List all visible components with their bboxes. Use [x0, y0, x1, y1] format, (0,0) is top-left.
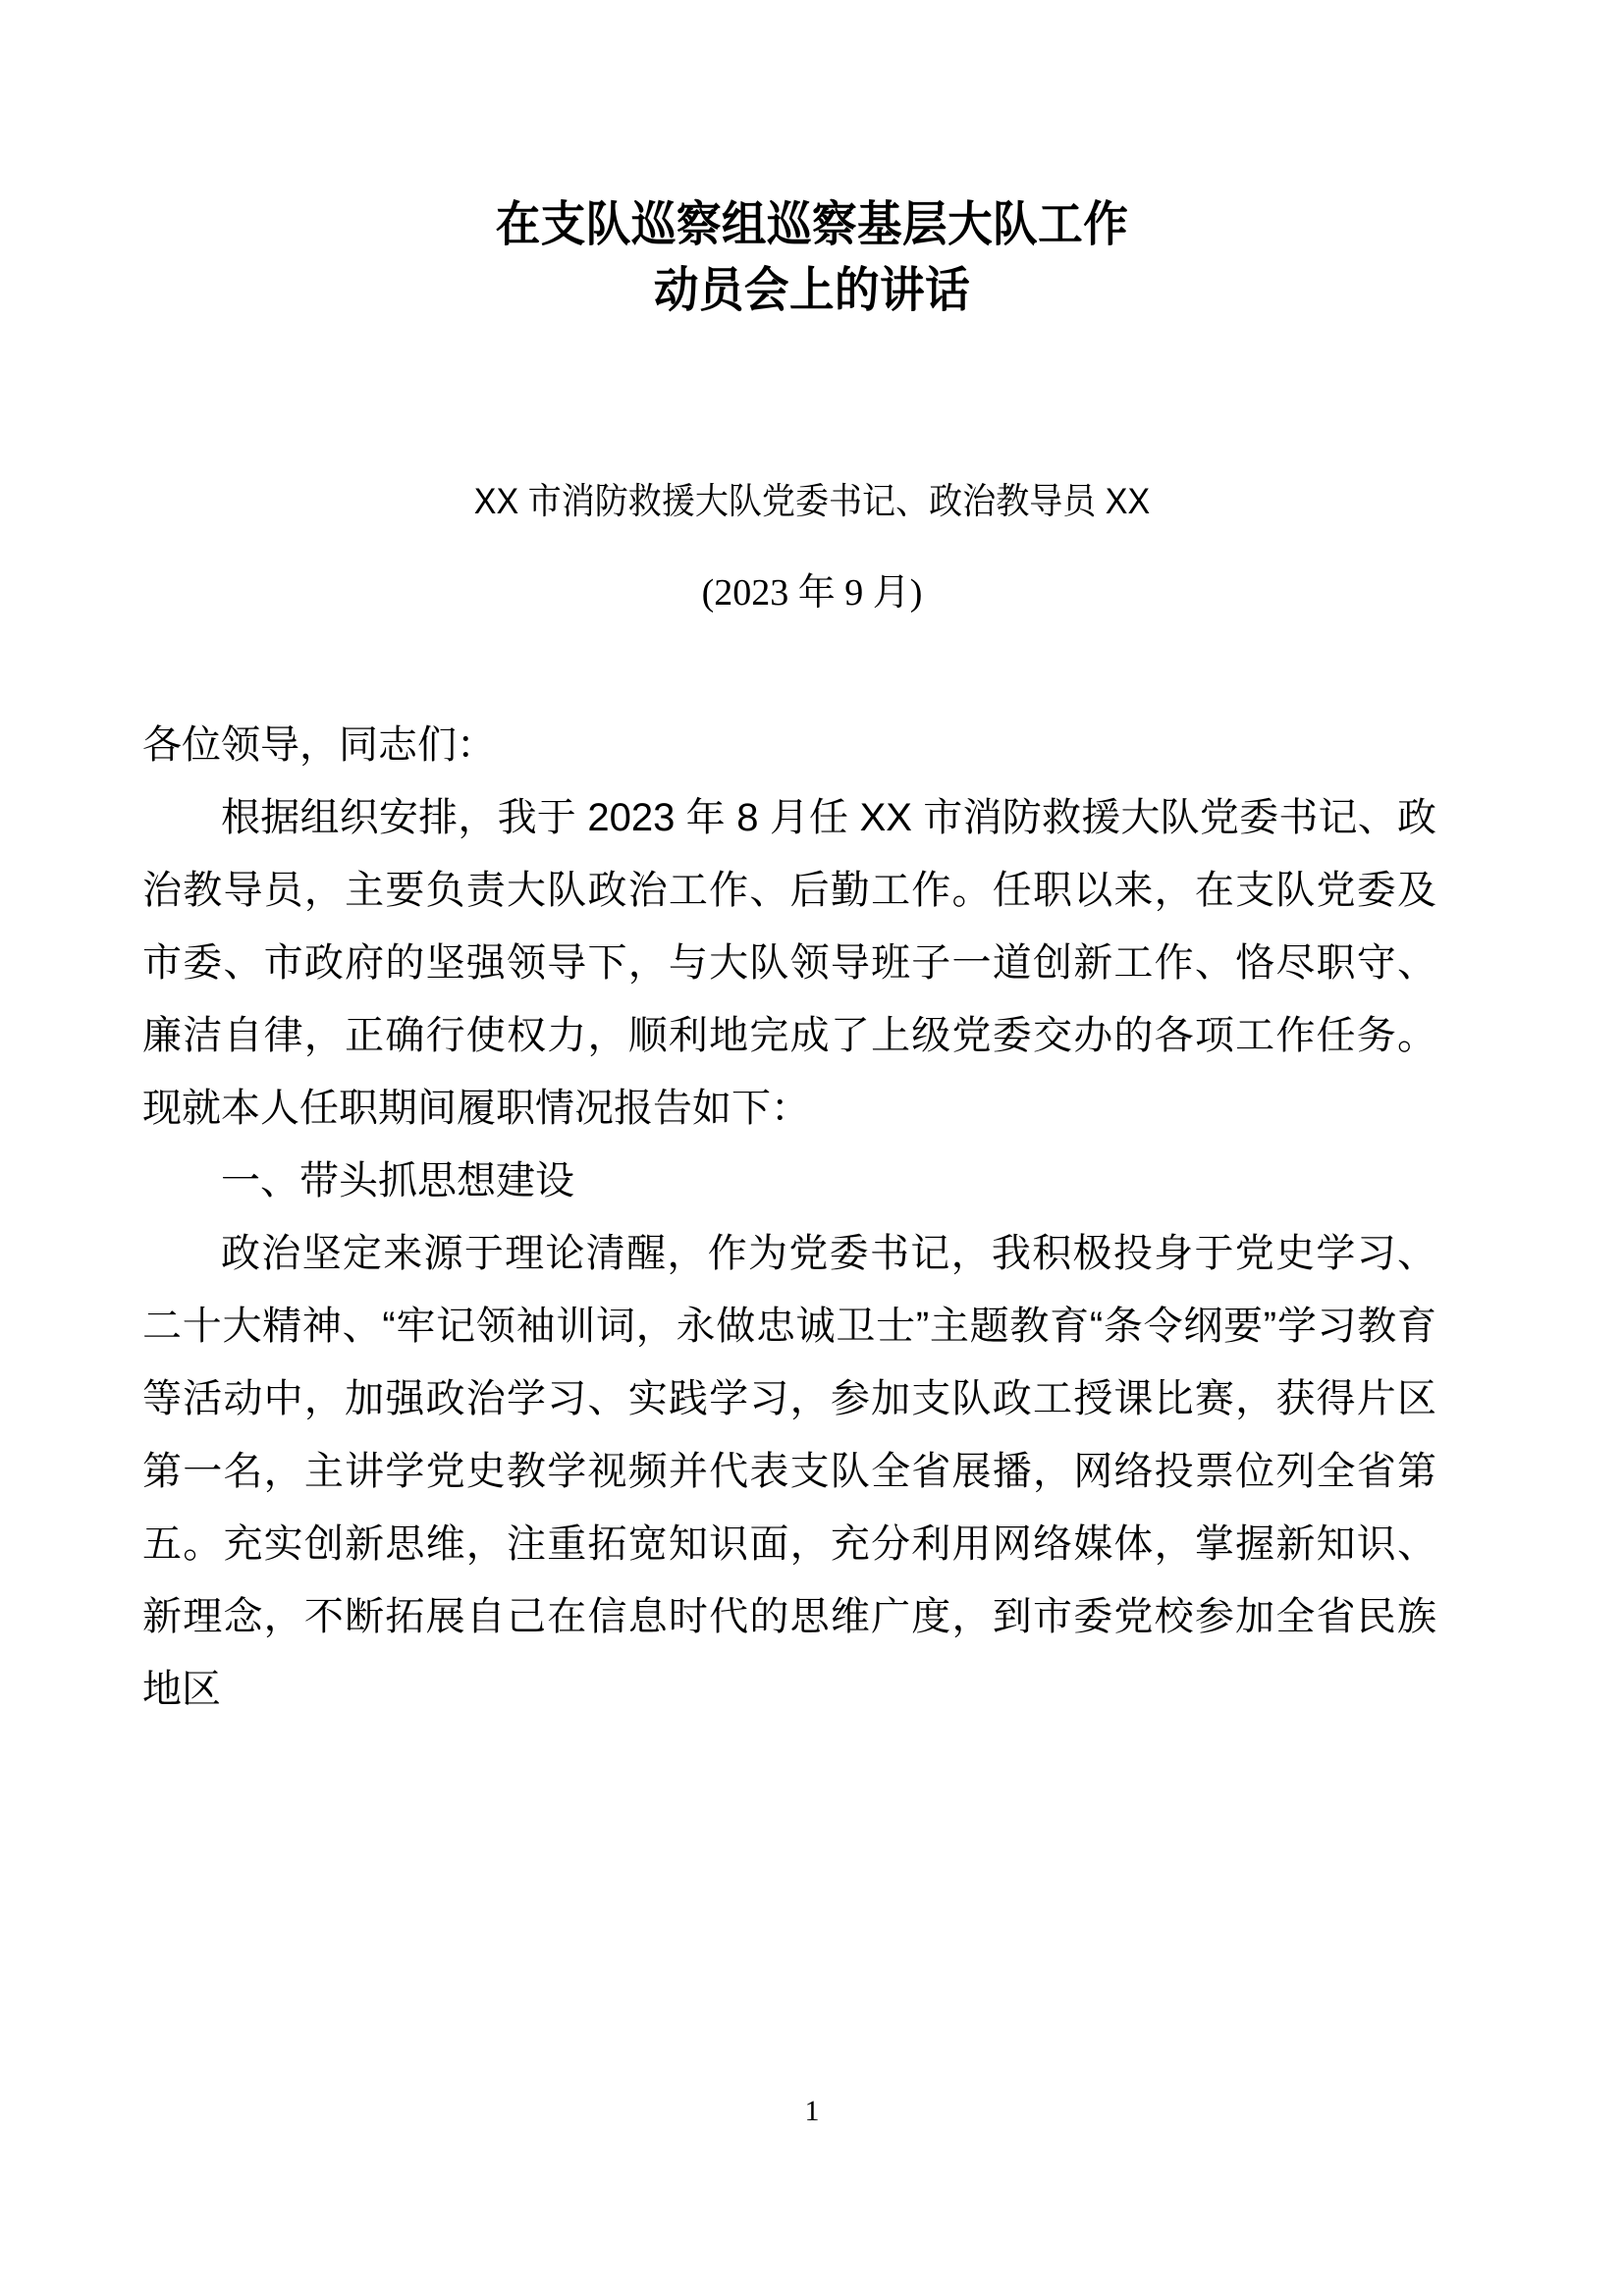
document-title-line-2: 动员会上的讲话 [653, 264, 971, 317]
paragraph-intro: 根据组织安排，我于 2023 年 8 月任 XX 市消防救援大队党委书记、政治教导员，主要负责大队政治工作、后勤工作。任职以来，在支队党委及市委、市政府的坚强领导下，与大队领导班子一道创新工作、恪尽职守、廉洁自律，正确行使权力，顺利地完成了上级党委交办的各项工作任务。现就本人任职期间履职情况报告如下： [142, 796, 1436, 1130]
page-number: 1 [804, 2095, 820, 2127]
document-title [0, 192, 1624, 324]
document-body [142, 709, 1436, 1726]
paragraph-section-one-body: 政治坚定来源于理论清醒，作为党委书记，我积极投身于党史学习、二十大精神、“牢记领袖训词，永做忠诚卫士”主题教育“条令纲要”学习教育等活动中，加强政治学习、实践学习，参加支队政工授课比赛，获得片区第一名，主讲学党史教学视频并代表支队全省展播，网络投票位列全省第五。充实创新思维，注重拓宽知识面，充分利用网络媒体，掌握新知识、新理念，不断拓展自己在信息时代的思维广度，到市委党校参加全省民族地区 [142, 1232, 1436, 1711]
section-heading-one: 一、带头抓思想建设 [221, 1159, 574, 1202]
document-dateline: (2023 年 9 月) [701, 572, 923, 614]
salutation: 各位领导，同志们： [142, 723, 496, 767]
document-subtitle: XX 市消防救援大队党委书记、政治教导员 XX [473, 481, 1151, 521]
document-title-line-1: 在支队巡察组巡察基层大队工作 [495, 198, 1129, 251]
